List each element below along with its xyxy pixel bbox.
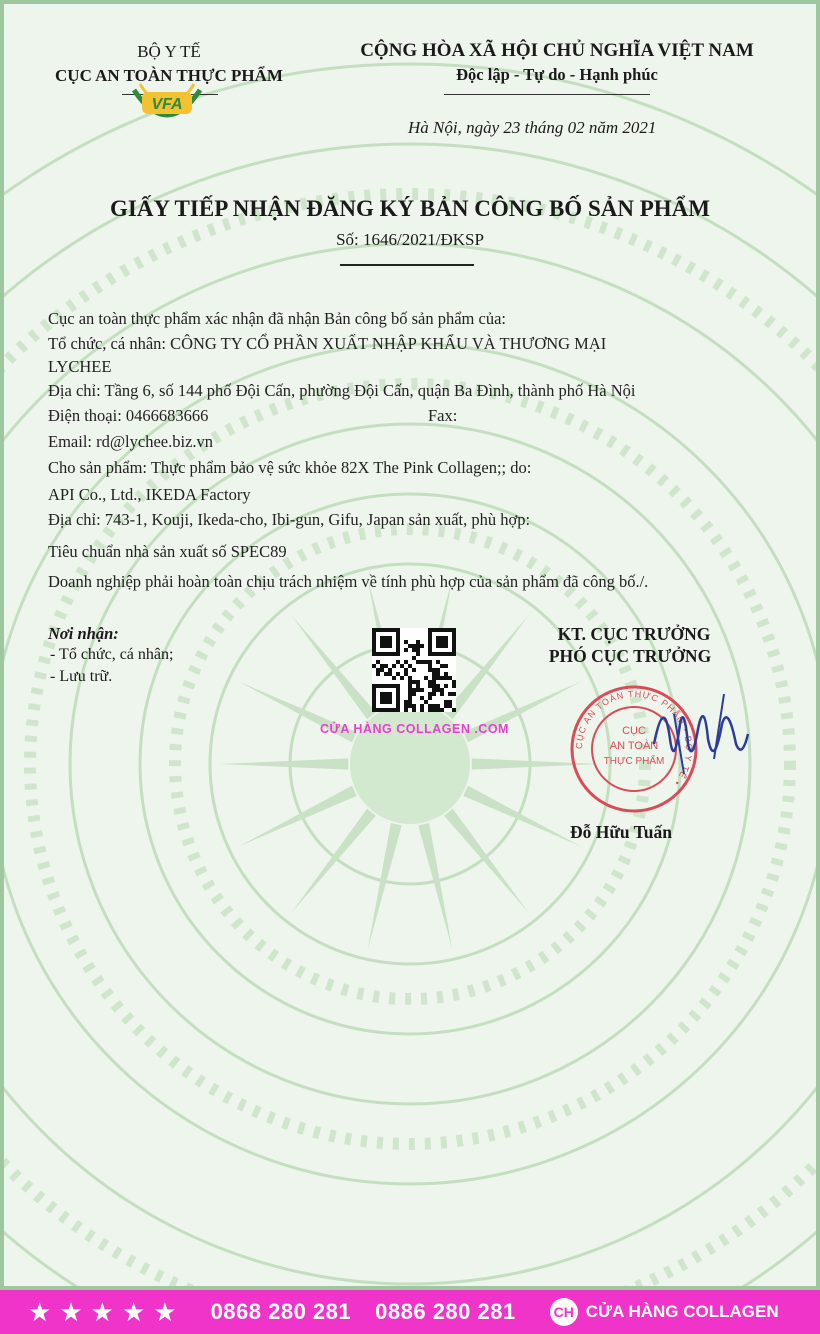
manufacturer-address: Địa chỉ: 743-1, Kouji, Ikeda-cho, Ibi-gun, Gifu, Japan sản xuất, phù hợp: — [48, 510, 531, 529]
star-icon: ★ — [121, 1297, 146, 1327]
hotline-1[interactable]: 0868 280 281 — [210, 1299, 352, 1324]
organization-address: Địa chỉ: Tầng 6, số 144 phố Đội Cấn, phường Đội Cấn, quận Ba Đình, thành phố Hà Nội — [48, 381, 636, 400]
recipient-item: - Tổ chức, cá nhân; — [50, 646, 174, 663]
organization-line-1: Tổ chức, cá nhân: CÔNG TY CỔ PHẦN XUẤT NHẬP KHẨU VÀ THƯƠNG MẠI — [48, 334, 607, 353]
product-line: Cho sản phẩm: Thực phẩm bảo vệ sức khỏe 82X The Pink Collagen;; do: — [48, 458, 532, 477]
responsibility-line: Doanh nghiệp phải hoàn toàn chịu trách nhiệm về tính phù hợp của sản phẩm đã công bố./. — [48, 572, 649, 591]
drum-ray — [418, 823, 452, 949]
title-underline — [340, 264, 474, 266]
store-name[interactable]: CỬA HÀNG COLLAGEN — [585, 1302, 779, 1321]
document-number: Số: 1646/2021/ĐKSP — [336, 230, 484, 249]
qr-code — [372, 628, 456, 712]
national-motto: Độc lập - Tự do - Hạnh phúc — [456, 65, 658, 84]
drum-ray — [444, 615, 528, 719]
store-footer-bar — [0, 1290, 820, 1334]
store-logo-icon: CH — [550, 1298, 578, 1326]
star-icon: ★ — [90, 1297, 114, 1327]
drum-ray — [220, 758, 348, 769]
svg-text:CỤC AN TOÀN THỰC PHẨM • BỘ Y T: CỤC AN TOÀN THỰC PHẨM • BỘ Y TẾ • — [573, 688, 695, 789]
organization-fax: Fax: — [428, 406, 458, 425]
recipient-item: - Lưu trữ. — [50, 668, 113, 685]
drum-ray — [292, 615, 376, 719]
star-icon: ★ — [28, 1297, 52, 1327]
standard-line: Tiêu chuẩn nhà sản xuất số SPEC89 — [48, 542, 287, 561]
star-icon: ★ — [59, 1297, 83, 1327]
svg-text:VFA: VFA — [151, 96, 183, 113]
drum-ray — [368, 823, 402, 949]
drum-ray — [239, 786, 357, 847]
star-icon: ★ — [153, 1297, 177, 1327]
store-watermark: CỬA HÀNG COLLAGEN .COM — [320, 722, 509, 736]
rating-stars — [20, 1299, 177, 1325]
svg-text:THỰC PHẨM: THỰC PHẨM — [603, 756, 665, 767]
svg-text:CỤC: CỤC — [622, 725, 646, 737]
vfa-logo — [124, 70, 210, 136]
organization-phone: Điện thoại: 0466683666 — [48, 406, 209, 425]
manufacturer-name: API Co., Ltd., IKEDA Factory — [48, 485, 251, 504]
signer-role-1: KT. CỤC TRƯỞNG — [557, 624, 711, 644]
intro-text: Cục an toàn thực phẩm xác nhận đã nhận Bản công bố sản phẩm của: — [48, 309, 506, 328]
drum-ray — [292, 809, 376, 913]
country-name: CỘNG HÒA XÃ HỘI CHỦ NGHĨA VIỆT NAM — [360, 40, 754, 61]
hotline-2[interactable]: 0886 280 281 — [375, 1299, 516, 1324]
organization-line-2: LYCHEE — [48, 357, 112, 376]
document-title: GIẤY TIẾP NHẬN ĐĂNG KÝ BẢN CÔNG BỐ SẢN PHẨM — [110, 196, 710, 221]
agency-name: CỤC AN TOÀN THỰC PHẨM — [55, 66, 283, 85]
signature — [644, 684, 754, 784]
ministry-name: BỘ Y TẾ — [137, 42, 201, 61]
drum-ray — [444, 809, 528, 913]
signer-role-2: PHÓ CỤC TRƯỞNG — [548, 646, 712, 666]
recipients-label: Nơi nhận: — [48, 624, 119, 643]
date-line: Hà Nội, ngày 23 tháng 02 năm 2021 — [408, 118, 657, 137]
header-right-underline — [444, 94, 650, 95]
signer-name: Đỗ Hữu Tuấn — [570, 822, 672, 842]
svg-text:AN TOÀN: AN TOÀN — [609, 740, 659, 752]
organization-email: Email: rd@lychee.biz.vn — [48, 432, 214, 451]
